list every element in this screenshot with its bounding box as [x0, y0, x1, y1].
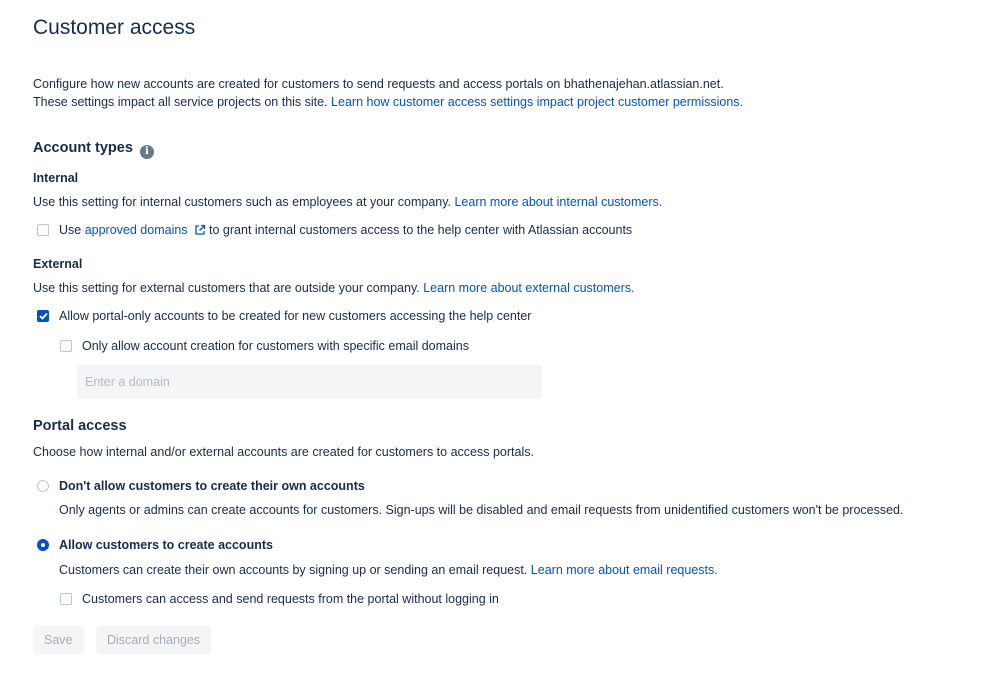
specific-domains-row [60, 339, 469, 353]
portal-access-description: Choose how internal and/or external accounts are created for customers to access portals. [33, 445, 534, 459]
approved-domains-checkbox[interactable] [37, 224, 49, 236]
customer-permissions-link[interactable]: Learn how customer access settings impact project customer permissions. [331, 95, 744, 109]
external-description [33, 281, 634, 295]
portal-access-heading: Portal access [33, 418, 127, 434]
account-types-heading-label: Account types [33, 140, 133, 156]
approved-domains-link[interactable]: approved domains [84, 223, 188, 237]
intro-line-1: Configure how new accounts are created for customers to send requests and access portals on bhathenajehan.atlassian.net. [33, 77, 724, 91]
intro-line-2 [33, 95, 743, 109]
approved-domains-suffix: to grant internal customers access to the help center with Atlassian accounts [205, 223, 633, 237]
check-icon [39, 312, 48, 320]
allow-label: Allow customers to create accounts [59, 538, 273, 552]
disallow-radio[interactable] [37, 480, 49, 492]
anonymous-access-row [60, 592, 499, 606]
approved-domains-row [37, 223, 632, 237]
external-customers-link[interactable]: Learn more about external customers. [423, 281, 635, 295]
domain-input[interactable] [77, 365, 542, 399]
internal-description-text: Use this setting for internal customers such as employees at your company. [33, 195, 455, 209]
discard-changes-button[interactable]: Discard changes [96, 626, 211, 654]
portal-only-row [37, 309, 531, 323]
internal-heading: Internal [33, 171, 79, 185]
info-icon[interactable]: i [140, 145, 154, 159]
allow-description [59, 563, 718, 577]
internal-description [33, 195, 662, 209]
page-title: Customer access [33, 16, 196, 39]
disallow-option-row [37, 479, 365, 493]
portal-only-label: Allow portal-only accounts to be created for new customers accessing the help center [59, 309, 532, 323]
allow-description-text: Customers can create their own accounts by signing up or sending an email request. [59, 563, 531, 577]
external-link-icon [194, 224, 206, 236]
anonymous-access-label: Customers can access and send requests from the portal without logging in [82, 592, 499, 606]
external-description-text: Use this setting for external customers that are outside your company. [33, 281, 424, 295]
disallow-label: Don't allow customers to create their own accounts [59, 479, 365, 493]
allow-option-row [37, 538, 273, 552]
approved-domains-prefix: Use [59, 223, 85, 237]
save-button[interactable]: Save [33, 626, 84, 654]
external-heading: External [33, 257, 83, 271]
specific-domains-label: Only allow account creation for customers with specific email domains [82, 339, 469, 353]
email-requests-link[interactable]: Learn more about email requests. [530, 563, 718, 577]
account-types-heading [33, 140, 154, 159]
portal-only-checkbox[interactable] [37, 310, 49, 322]
intro-line-2-text: These settings impact all service projects on this site. [33, 95, 332, 109]
allow-radio[interactable] [37, 539, 49, 551]
internal-customers-link[interactable]: Learn more about internal customers. [454, 195, 663, 209]
anonymous-access-checkbox[interactable] [60, 593, 72, 605]
disallow-description: Only agents or admins can create accounts for customers. Sign-ups will be disabled and email requests from unidentified customers won't be processed. [59, 503, 904, 517]
specific-domains-checkbox[interactable] [60, 340, 72, 352]
